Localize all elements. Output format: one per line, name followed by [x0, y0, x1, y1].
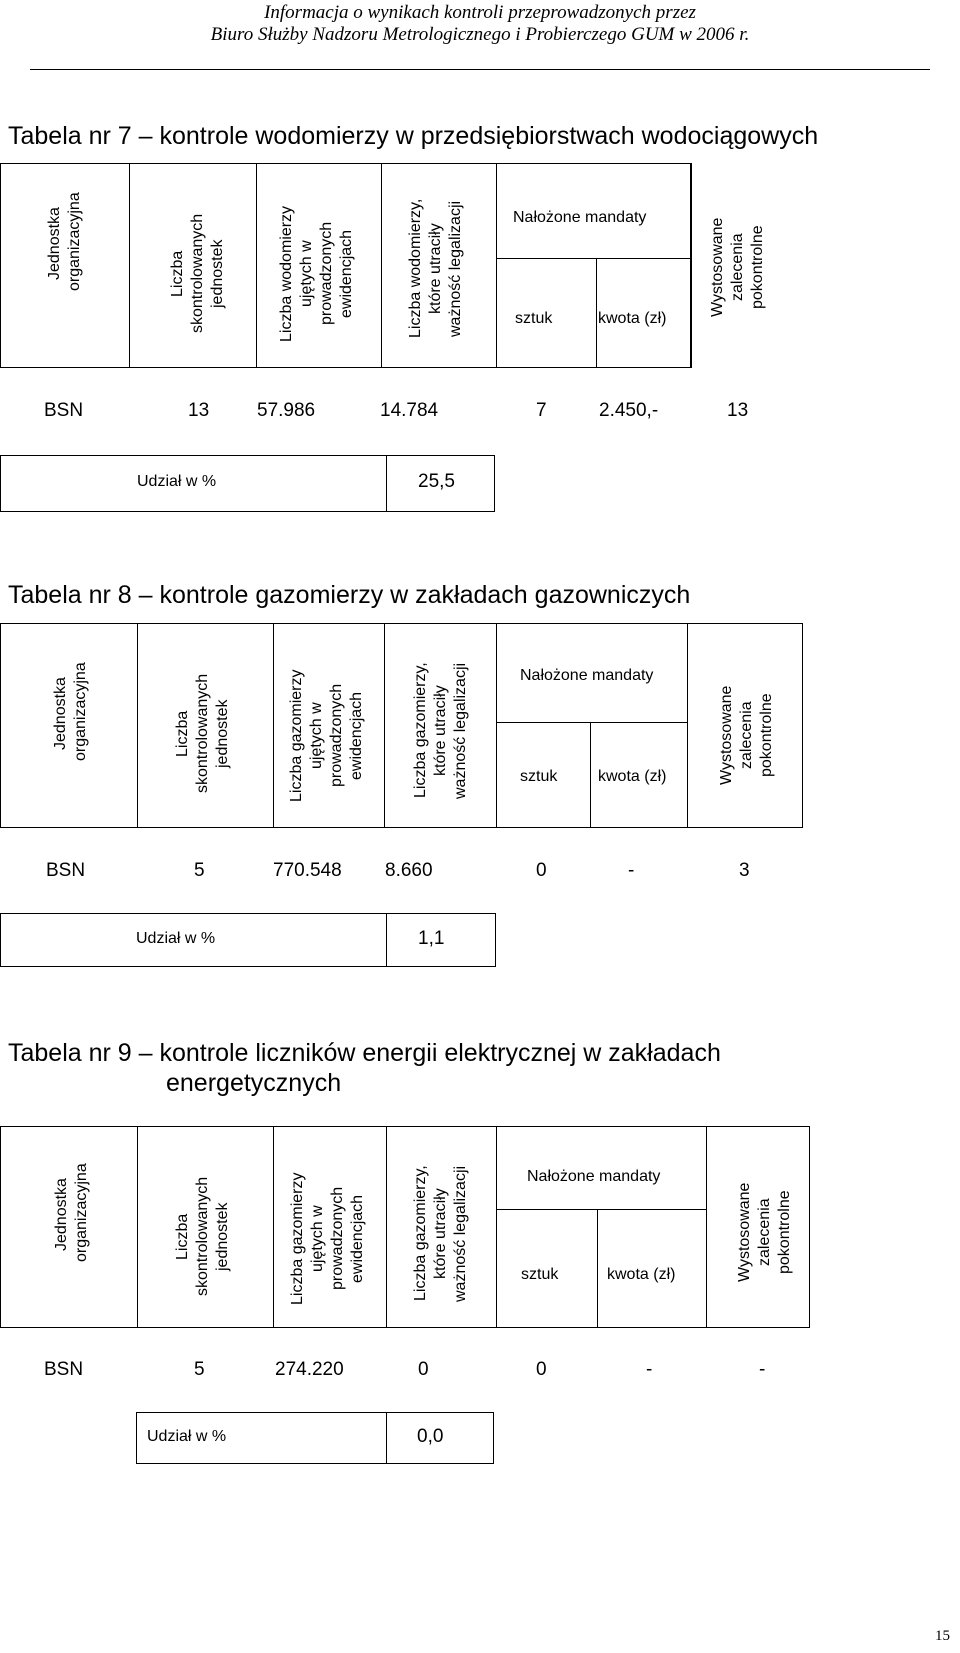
table7-cell-pieces: 7: [536, 400, 547, 421]
table7-col-pieces: sztuk: [515, 310, 553, 327]
table8-col-pieces: sztuk: [520, 768, 558, 785]
table9-col-inspected: Liczba skontrolowanych jednostek: [174, 1176, 231, 1297]
table8-cell-inspected: 5: [194, 860, 205, 881]
table8-title: Tabela nr 8 – kontrole gazomierzy w zakładach gazowniczych: [8, 581, 691, 609]
table9-cell-amount: -: [646, 1359, 653, 1380]
table8-cell-expired: 8.660: [385, 860, 433, 881]
table7-cell-recorded: 57.986: [257, 400, 316, 421]
table7-title: Tabela nr 7 – kontrole wodomierzy w przedsiębiorstwach wodociągowych: [8, 122, 819, 150]
table8-col-amount: kwota (zł): [598, 768, 667, 785]
table8-col-fines: Nałożone mandaty: [520, 667, 654, 684]
page-number: 15: [935, 1628, 950, 1644]
table7-share-value: 25,5: [418, 471, 455, 492]
table9-col-recommendations: Wystosowane zalecenia pokontrolne: [736, 1182, 793, 1282]
table7-col-unit: Jednostka organizacyjna: [46, 192, 83, 291]
report-header: [0, 2, 960, 46]
table7-col-fines: Nałożone mandaty: [513, 209, 647, 226]
table8-col-recorded: Liczba gazomierzy ujętych w prowadzonych ewidencjach: [288, 669, 365, 802]
table9-cell-recommendations: -: [759, 1359, 766, 1380]
table9-cell-pieces: 0: [536, 1359, 547, 1380]
table8-share-row: [0, 913, 496, 967]
header-divider: [30, 69, 930, 70]
table7-col-amount: kwota (zł): [598, 310, 667, 327]
report-header-line2: Biuro Służby Nadzoru Metrologicznego i Probierczego GUM w 2006 r.: [210, 24, 750, 45]
table7-cell-expired: 14.784: [380, 400, 439, 421]
table9-col-recorded: Liczba gazomierzy ujętych w prowadzonych ewidencjach: [289, 1172, 366, 1305]
table7-share-row: [0, 455, 495, 512]
table8-cell-amount: -: [628, 860, 635, 881]
table9-col-fines: Nałożone mandaty: [527, 1168, 661, 1185]
table9-cell-inspected: 5: [194, 1359, 205, 1380]
table9-title-line1: Tabela nr 9 – kontrole liczników energii elektrycznej w zakładach: [8, 1039, 721, 1067]
table9-header: [0, 1126, 810, 1328]
table9-share-label: Udział w %: [147, 1428, 227, 1445]
table9-col-pieces: sztuk: [521, 1266, 559, 1283]
table8-cell-recommendations: 3: [739, 860, 750, 881]
table7-col-inspected: Liczba skontrolowanych jednostek: [169, 213, 226, 334]
table9-title: [8, 1038, 721, 1098]
table9-share-value: 0,0: [417, 1426, 444, 1447]
table7-cell-unit: BSN: [44, 400, 84, 421]
table9-share-row: [136, 1412, 494, 1464]
table8-col-expired: Liczba gazomierzy, które utraciły ważność legalizacji: [412, 662, 469, 799]
table8-cell-unit: BSN: [46, 860, 86, 881]
table7-header: [0, 163, 766, 368]
table9-col-unit: Jednostka organizacyjna: [53, 1163, 90, 1262]
report-header-line1: Informacja o wynikach kontroli przeprowadzonych przez: [264, 2, 696, 23]
table9-cell-unit: BSN: [44, 1359, 84, 1380]
table8-cell-pieces: 0: [536, 860, 547, 881]
table8-share-label: Udział w %: [136, 930, 216, 947]
table7-cell-recommendations: 13: [727, 400, 749, 421]
table7-cell-inspected: 13: [188, 400, 210, 421]
table7-col-recorded: Liczba wodomierzy ujętych w prowadzonych ewidencjach: [278, 205, 355, 342]
table9-title-line2: energetycznych: [166, 1069, 342, 1097]
table7-share-label: Udział w %: [137, 473, 217, 490]
table7-col-recommendations: Wystosowane zalecenia pokontrolne: [709, 217, 766, 317]
table9-col-amount: kwota (zł): [607, 1266, 676, 1283]
table8-cell-recorded: 770.548: [273, 860, 342, 881]
table8-col-unit: Jednostka organizacyjna: [52, 662, 89, 761]
table7-col-expired: Liczba wodomierzy, które utraciły ważność legalizacji: [407, 198, 464, 339]
table7-cell-amount: 2.450,-: [599, 400, 659, 421]
table8-col-recommendations: Wystosowane zalecenia pokontrolne: [718, 685, 775, 785]
table9-cell-expired: 0: [418, 1359, 429, 1380]
table8-col-inspected: Liczba skontrolowanych jednostek: [174, 673, 231, 794]
table9-col-expired: Liczba gazomierzy, które utraciły ważność legalizacji: [412, 1165, 469, 1302]
table8-share-value: 1,1: [418, 928, 445, 949]
table8-header: [0, 623, 803, 828]
table9-cell-recorded: 274.220: [275, 1359, 344, 1380]
